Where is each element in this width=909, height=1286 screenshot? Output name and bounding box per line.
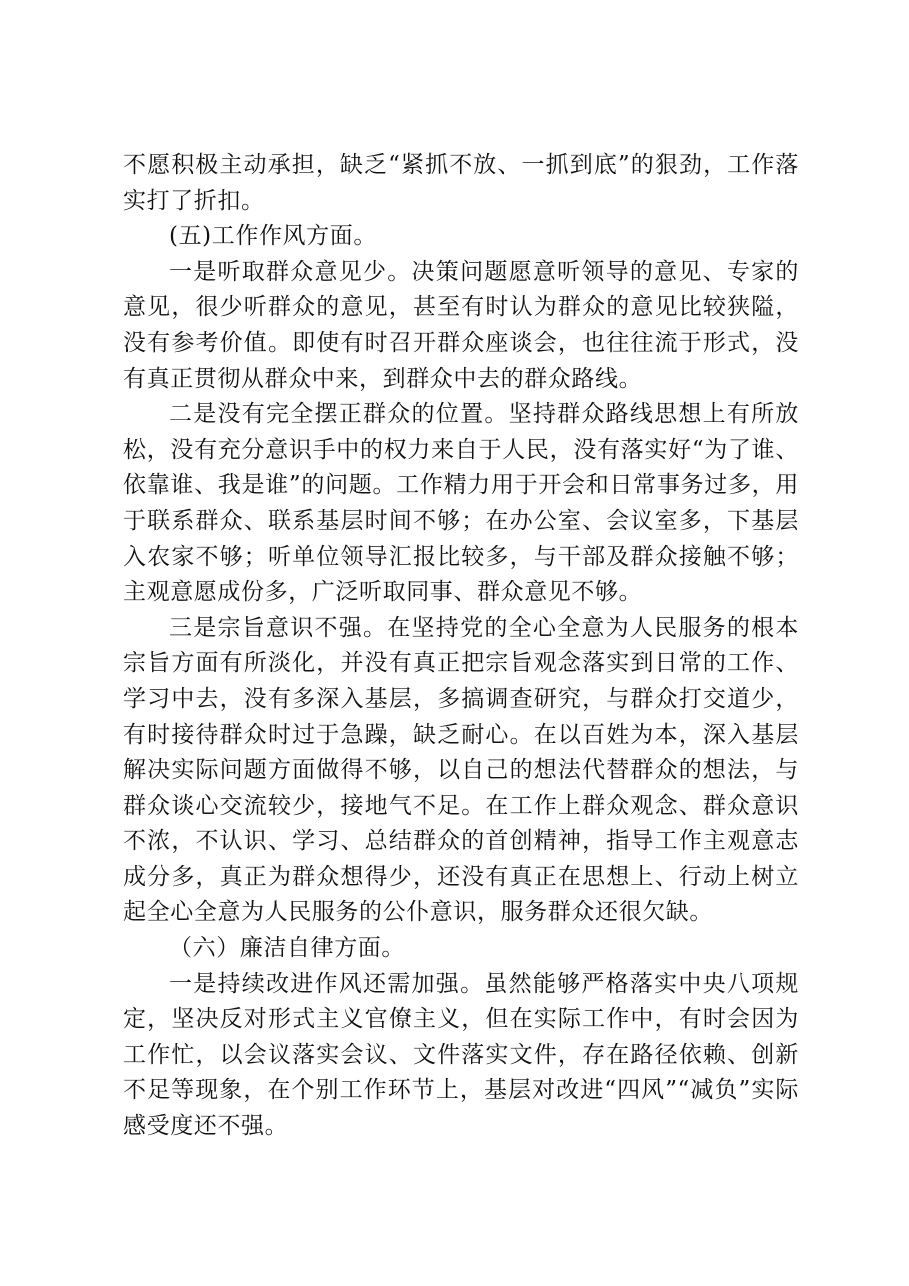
paragraph-improve-style: 一是持续改进作风还需加强。虽然能够严格落实中央八项规定，坚决反对形式主义官僚主义，但在实际工作中，有时会因为工作忙，以会议落实会议、文件落实文件，存在路径依赖、创新不足等现象，在个别工作环节上，基层对改进“四风”“减负”实际感受度还不强。 [123,970,799,1140]
document-body [123,148,799,1145]
paragraph-position-of-masses: 二是没有完全摆正群众的位置。坚持群众路线思想上有所放松，没有充分意识手中的权力来自于人民，没有落实好“为了谁、依靠谁、我是谁”的问题。工作精力用于开会和日常事务过多，用于联系群众、联系基层时间不够；在办公室、会议室多，下基层入农家不够；听单位领导汇报比较多，与干部及群众接触不够；主观意愿成份多，广泛听取同事、群众意见不够。 [123,401,799,606]
paragraph-purpose-awareness: 三是宗旨意识不强。在坚持党的全心全意为人民服务的根本宗旨方面有所淡化，并没有真正把宗旨观念落实到日常的工作、学习中去，没有多深入基层，多搞调查研究，与群众打交道少，有时接待群众时过于急躁，缺乏耐心。在以百姓为本，深入基层解决实际问题方面做得不够，以自己的想法代替群众的想法，与群众谈心交流较少，接地气不足。在工作上群众观念、群众意识不浓，不认识、学习、总结群众的首创精神，指导工作主观意志成分多，真正为群众想得少，还没有真正在思想上、行动上树立起全心全意为人民服务的公仆意识，服务群众还很欠缺。 [123,614,799,926]
section-heading-work-style: (五)工作作风方面。 [169,223,377,250]
paragraph-continuation: 不愿积极主动承担，缺乏“紧抓不放、一抓到底”的狠劲，工作落实打了折扣。 [123,152,799,214]
section-heading-integrity: （六）廉洁自律方面。 [169,935,405,962]
paragraph-listening-to-masses: 一是听取群众意见少。决策问题愿意听领导的意见、专家的意见，很少听群众的意见，甚至有时认为群众的意见比较狭隘，没有参考价值。即使有时召开群众座谈会，也往往流于形式，没有真正贯彻从群众中来，到群众中去的群众路线。 [123,258,799,392]
